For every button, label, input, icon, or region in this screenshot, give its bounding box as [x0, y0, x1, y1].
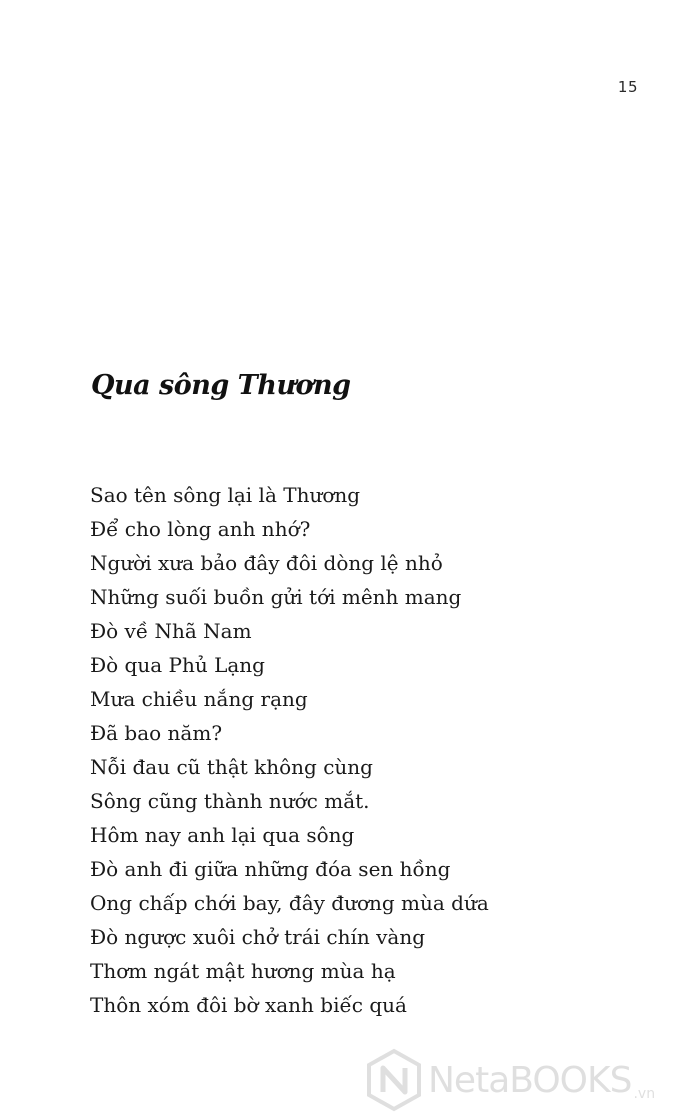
poem-title: Qua sông Thương — [91, 370, 351, 401]
netabooks-watermark — [366, 1048, 655, 1112]
poem-line: Sao tên sông lại là Thương — [90, 483, 361, 507]
poem-line: Thơm ngát mật hương mùa hạ — [90, 959, 396, 983]
poem-line: Hôm nay anh lại qua sông — [90, 823, 355, 847]
poem-line: Đò về Nhã Nam — [90, 619, 252, 643]
poem-line: Đò ngược xuôi chở trái chín vàng — [90, 925, 426, 949]
poem-line: Đò anh đi giữa những đóa sen hồng — [90, 857, 451, 881]
watermark-suffix: .vn — [633, 1086, 656, 1102]
poem-line: Thôn xóm đôi bờ xanh biếc quá — [90, 993, 407, 1017]
poem-line: Để cho lòng anh nhớ? — [90, 517, 311, 541]
page-number: 15 — [617, 78, 638, 96]
poem-line: Ong chấp chới bay, đây đương mùa dứa — [90, 891, 489, 915]
poem-line: Người xưa bảo đây đôi dòng lệ nhỏ — [90, 551, 443, 575]
watermark-brand: NetaBOOKS — [428, 1059, 632, 1101]
poem-line: Nỗi đau cũ thật không cùng — [90, 755, 373, 779]
poem-body — [90, 478, 489, 1022]
poem-line: Đã bao năm? — [90, 721, 223, 745]
netabooks-logo-icon — [366, 1048, 422, 1112]
poem-line: Đò qua Phủ Lạng — [90, 653, 265, 677]
poem-line: Mưa chiều nắng rạng — [90, 687, 308, 711]
poem-line: Những suối buồn gửi tới mênh mang — [90, 585, 462, 609]
poem-line: Sông cũng thành nước mắt. — [90, 789, 370, 813]
